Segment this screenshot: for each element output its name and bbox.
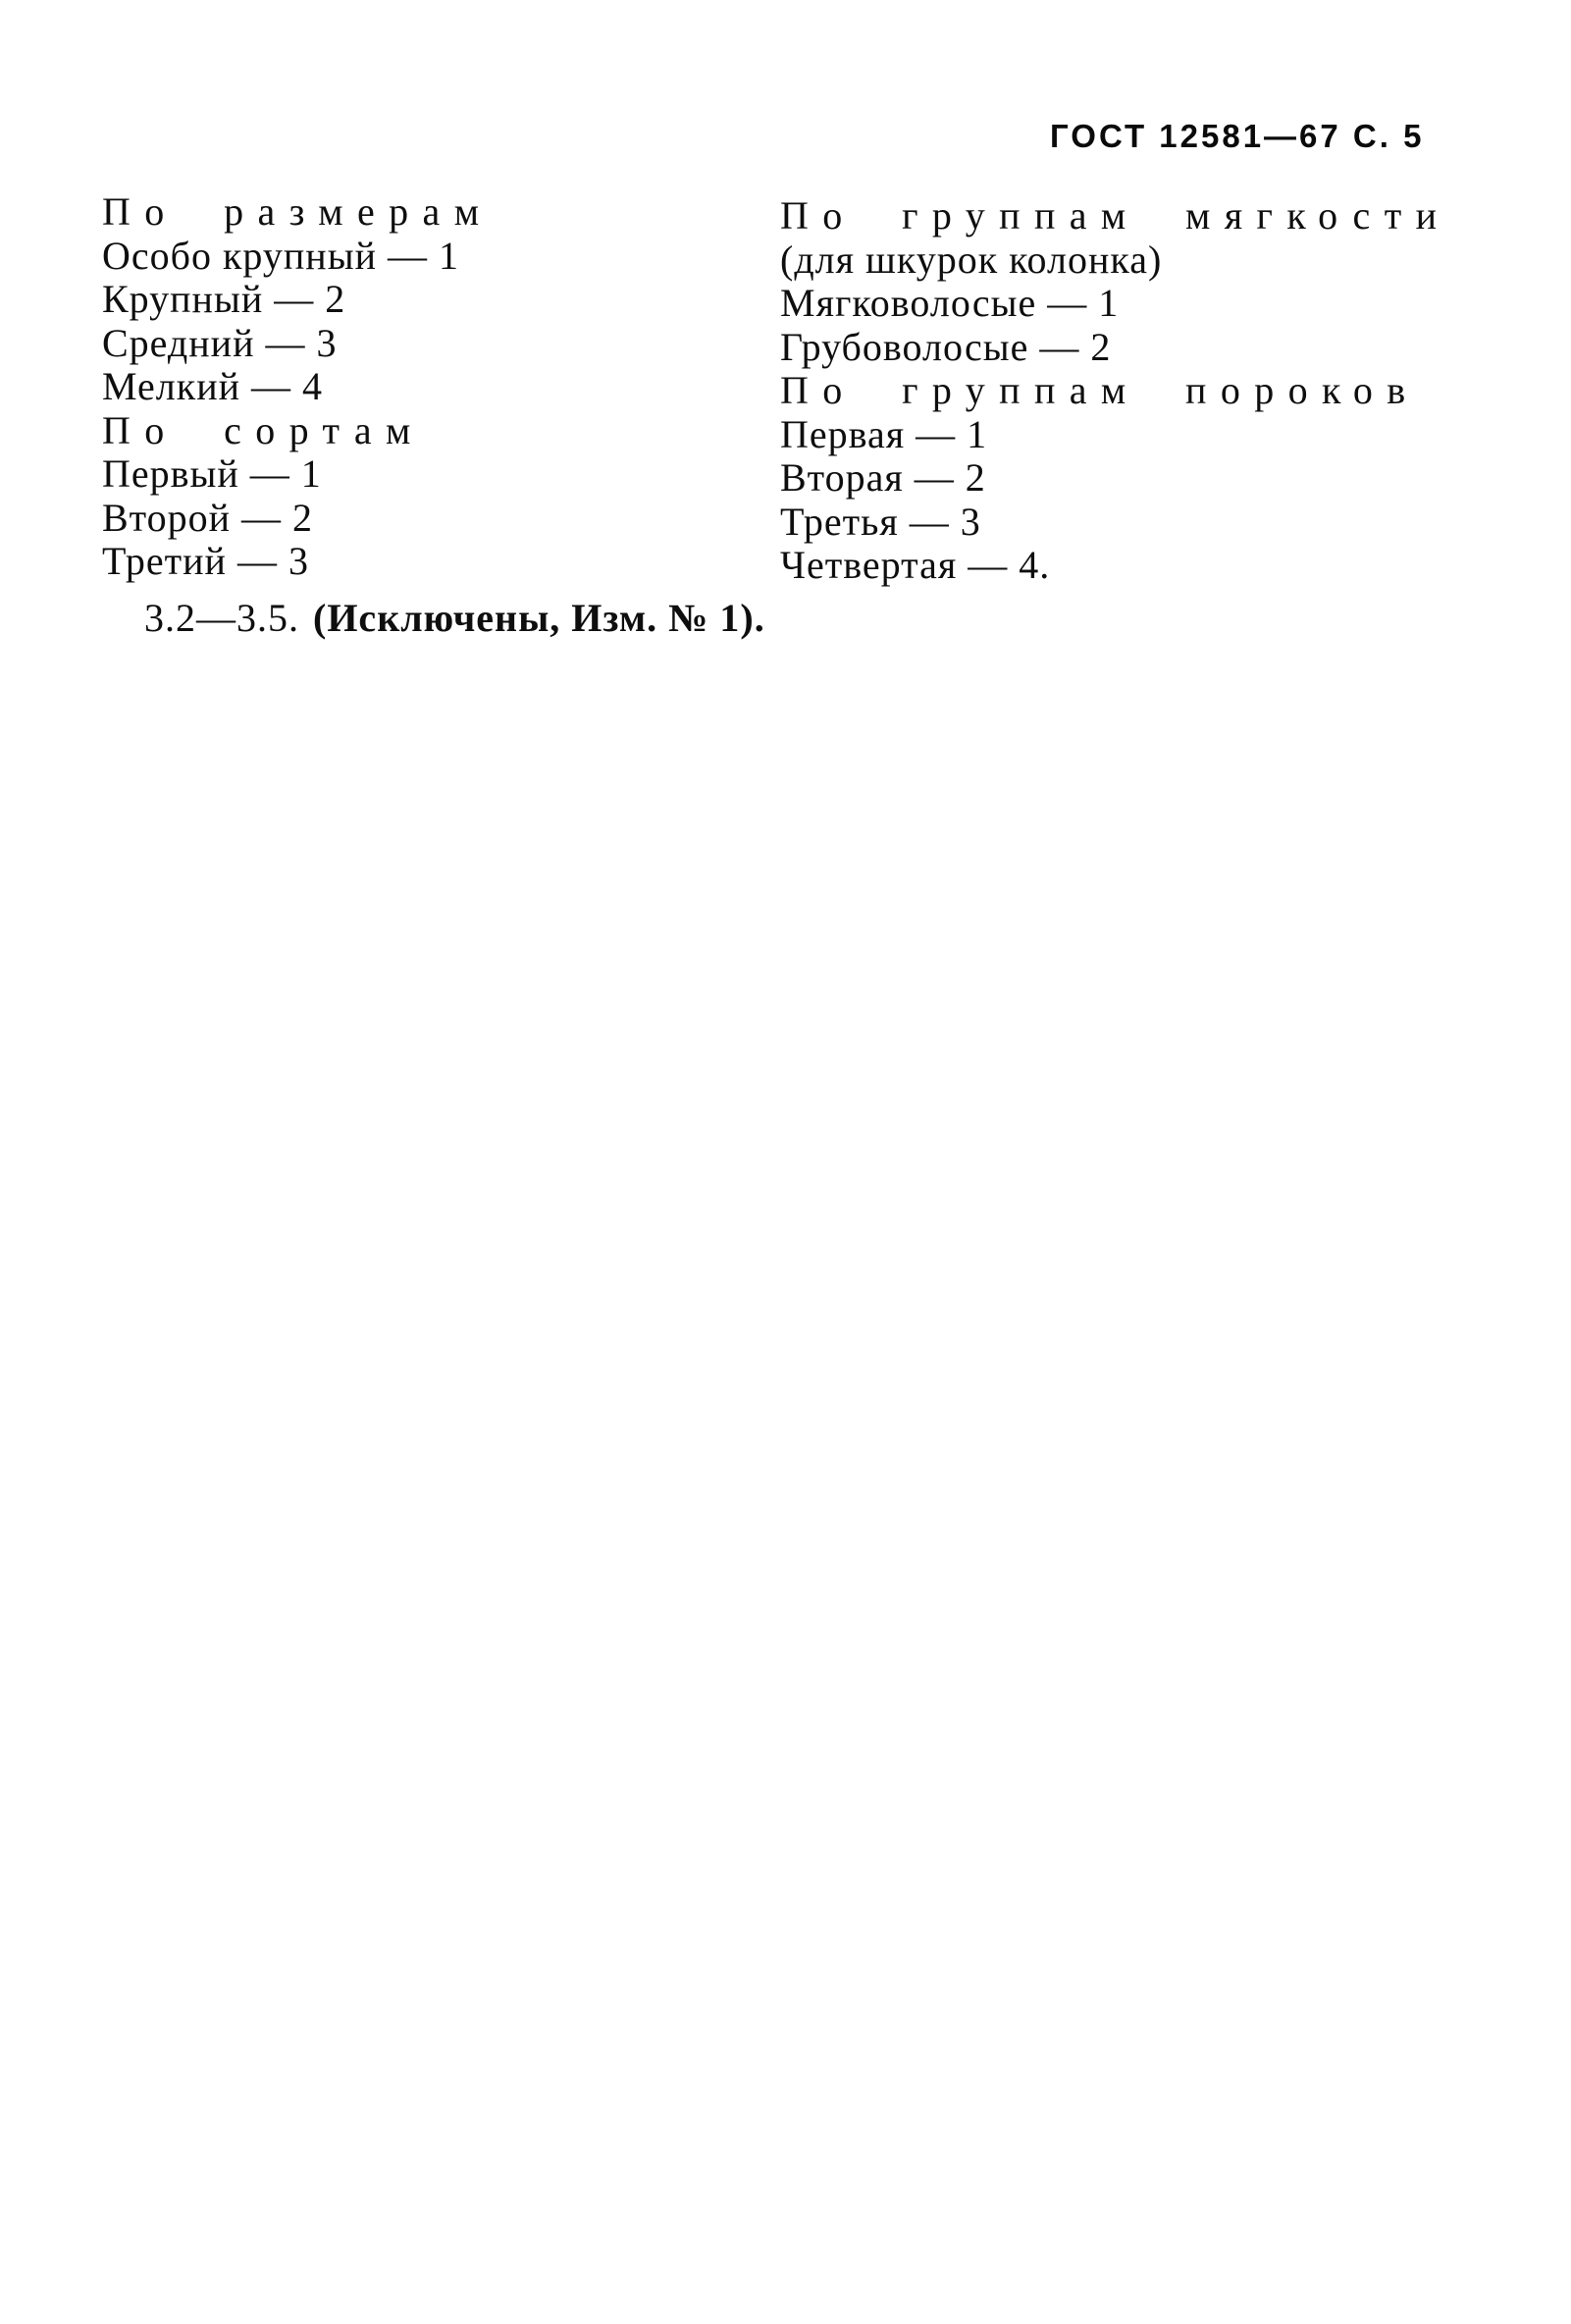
heading-by-defect-group: По группам пороков xyxy=(780,368,1420,412)
item-defect-third: Третья — 3 xyxy=(780,499,981,544)
item-grade-third: Третий — 3 xyxy=(102,539,309,583)
heading-by-softness-group: По группам мягкости xyxy=(780,193,1451,238)
note-for-kolinsky-skins: (для шкурок колонка) xyxy=(780,237,1163,282)
item-grade-second: Второй — 2 xyxy=(102,495,314,540)
item-grade-first: Первый — 1 xyxy=(102,451,322,496)
item-defect-second: Вторая — 2 xyxy=(780,455,986,500)
item-medium: Средний — 3 xyxy=(102,320,338,365)
clause-exclusion-note xyxy=(144,595,765,641)
item-extra-large: Особо крупный — 1 xyxy=(102,233,459,278)
standard-number-header: ГОСТ 12581—67 С. 5 xyxy=(1050,118,1425,154)
item-small: Мелкий — 4 xyxy=(102,364,323,408)
item-coarse-haired: Грубоволосые — 2 xyxy=(780,324,1112,369)
item-soft-haired: Мягковолосые — 1 xyxy=(780,281,1120,325)
item-defect-first: Первая — 1 xyxy=(780,411,988,456)
heading-by-size: По размерам xyxy=(102,189,494,234)
heading-by-grade: По сортам xyxy=(102,407,425,452)
item-defect-fourth: Четвертая — 4. xyxy=(780,543,1051,587)
item-large: Крупный — 2 xyxy=(102,277,346,321)
clause-range: 3.2—3.5. xyxy=(144,596,299,640)
exclusion-amendment-text: (Исключены, Изм. № 1). xyxy=(313,596,765,640)
left-classification-column xyxy=(102,190,493,584)
right-classification-column xyxy=(780,194,1450,588)
